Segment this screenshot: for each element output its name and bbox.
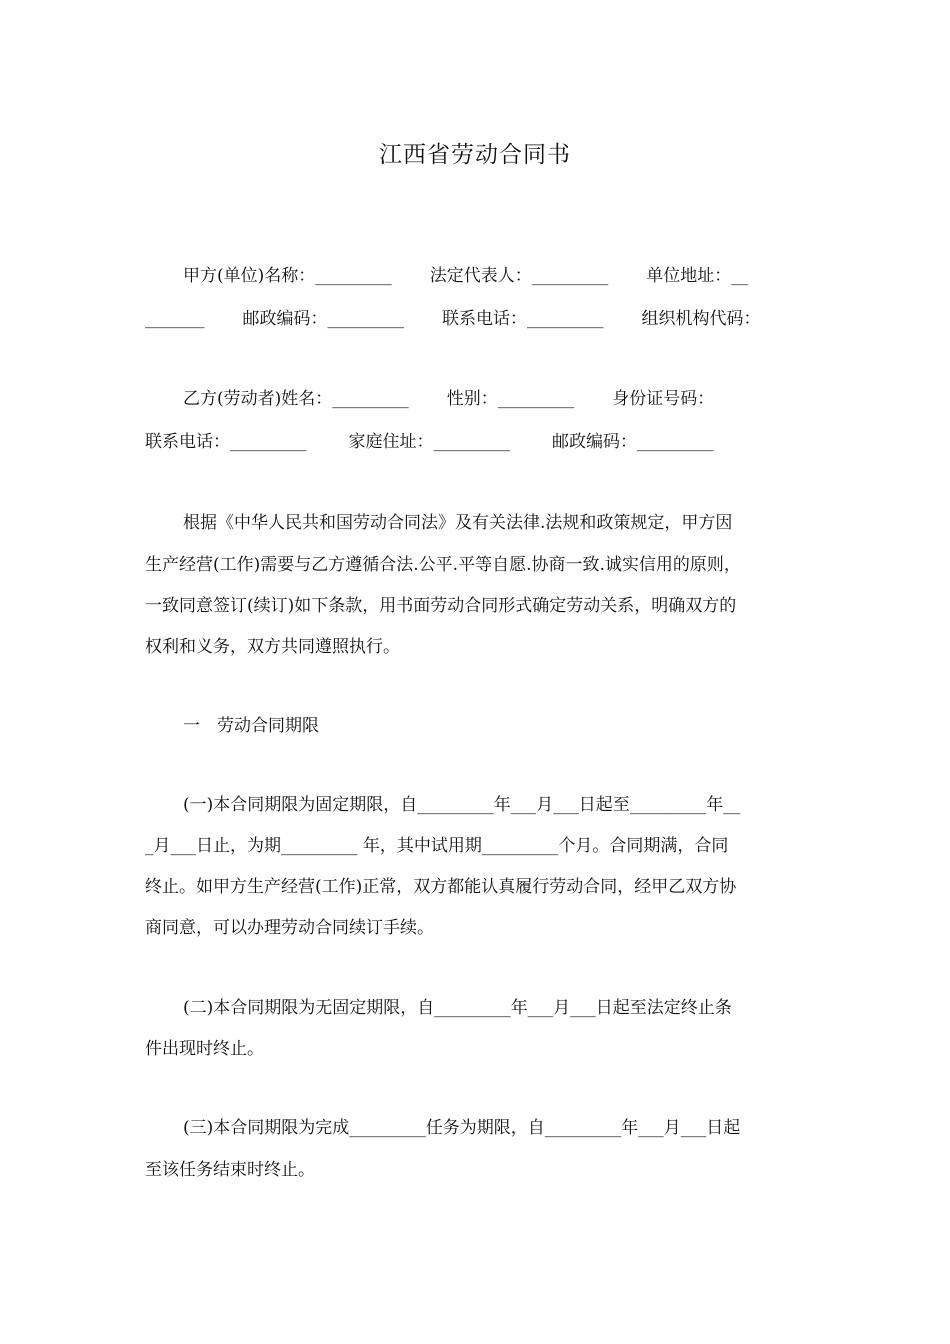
party-b-phone-field: 联系电话：_________ <box>145 432 307 452</box>
document-title: 江西省劳动合同书 <box>379 142 571 168</box>
clause-line: 件出现时终止。 <box>145 1039 264 1059</box>
preamble-line: 权利和义务，双方共同遵照执行。 <box>145 637 400 657</box>
party-b-postcode-field: 邮政编码：_________ <box>552 432 714 452</box>
party-b-id-field: 身份证号码： <box>612 389 715 409</box>
party-a-name-field: 甲方(单位)名称：_________ <box>183 266 392 286</box>
clause-line: _月___日止，为期_________ 年，其中试用期_________个月。合同期满，合同 <box>145 836 729 856</box>
clause-line: 终止。如甲方生产经营(工作)正常，双方都能认真履行劳动合同，经甲乙双方协 <box>145 877 737 897</box>
party-a-line-1 <box>183 266 810 286</box>
party-a-address-field: 单位地址：__ <box>646 266 749 286</box>
party-b-gender-field: 性别：_________ <box>446 389 575 409</box>
preamble-line: 一致同意签订(续订)如下条款，用书面劳动合同形式确定劳动关系，明确双方的 <box>145 596 737 616</box>
party-a-org-code-field: 组织机构代码： <box>641 309 761 329</box>
party-a-postcode-field: 邮政编码：_________ <box>242 309 404 329</box>
party-b-name-field: 乙方(劳动者)姓名：_________ <box>183 389 409 409</box>
preamble-line: 根据《中华人民共和国劳动合同法》及有关法律.法规和政策规定，甲方因 <box>183 513 733 533</box>
party-a-legal-rep-field: 法定代表人：_________ <box>429 266 609 286</box>
party-b-home-address-field: 家庭住址：_________ <box>348 432 510 452</box>
party-b-line-2 <box>145 432 810 452</box>
clause-line: (三)本合同期限为完成_________任务为期限，自_________年___月___日起 <box>183 1118 741 1138</box>
party-a-phone-field: 联系电话：_________ <box>442 309 604 329</box>
party-a-line-2 <box>145 309 810 329</box>
clause-line: 至该任务结束时终止。 <box>145 1160 315 1180</box>
party-b-line-1 <box>183 389 810 409</box>
party-a-address-continued: _______ <box>145 309 205 329</box>
clause-line: (二)本合同期限为无固定期限，自_________年___月___日起至法定终止条 <box>183 998 732 1018</box>
clause-line: 商同意，可以办理劳动合同续订手续。 <box>145 918 434 938</box>
preamble-line: 生产经营(工作)需要与乙方遵循合法.公平.平等自愿.协商一致.诚实信用的原则， <box>145 555 741 575</box>
clause-line: (一)本合同期限为固定期限，自_________年___月___日起至_________年__ <box>183 795 741 815</box>
section-heading: 一 劳动合同期限 <box>183 716 319 736</box>
